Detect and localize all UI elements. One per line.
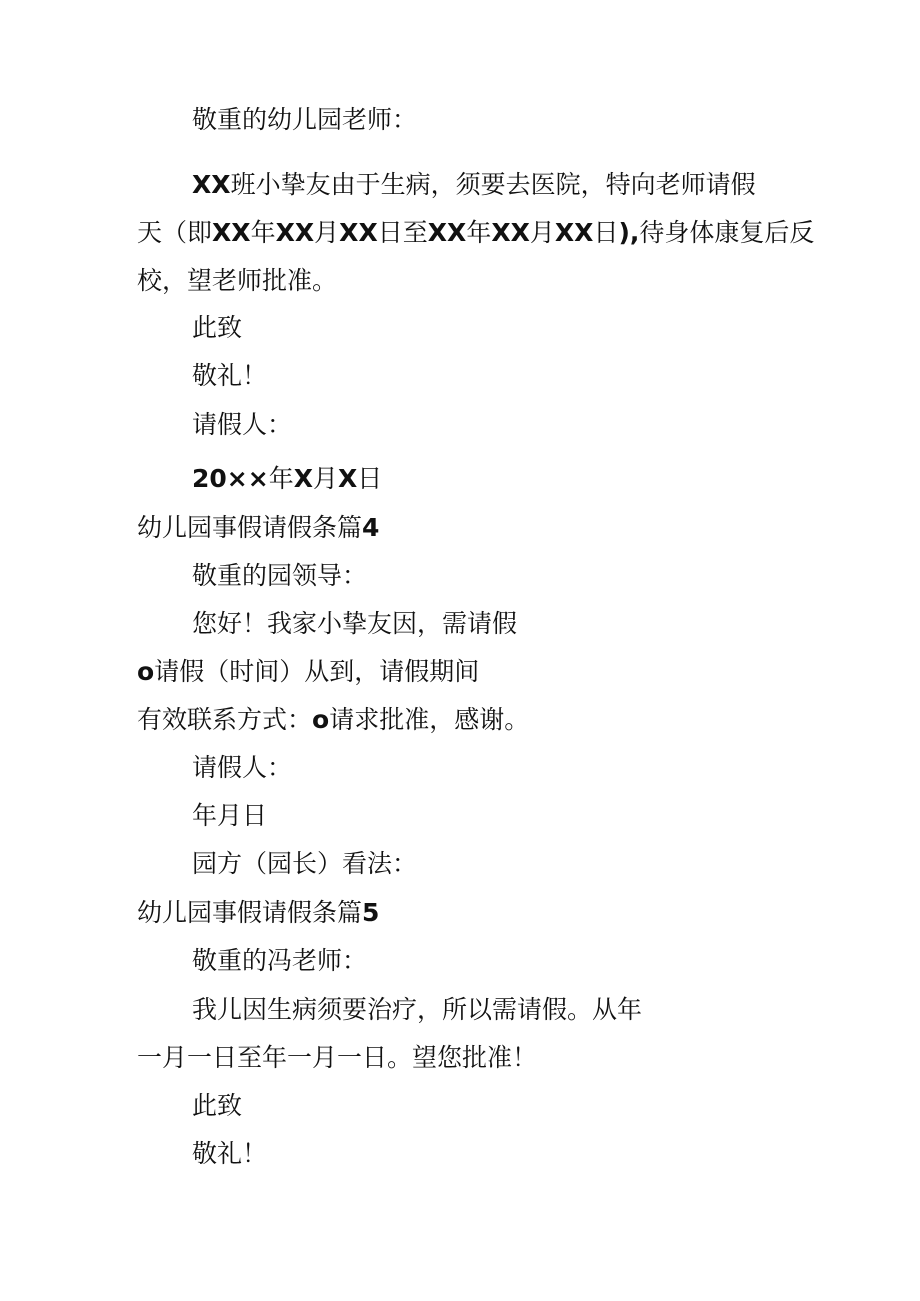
body-line bbox=[137, 705, 529, 735]
body-text: 月 bbox=[529, 218, 555, 247]
date-month: X bbox=[293, 464, 313, 493]
body-text: 请假（时间）从到，请假期间 bbox=[154, 657, 480, 686]
body-line bbox=[137, 218, 814, 248]
salutation: 敬重的园领导： bbox=[192, 561, 368, 590]
body-text: 年 bbox=[250, 218, 276, 247]
salutation: 敬重的幼儿园老师： bbox=[192, 105, 418, 134]
closing-line: 此致 bbox=[192, 313, 243, 342]
bullet-mark: o bbox=[137, 657, 155, 686]
body-text: 请求批准，感谢。 bbox=[329, 705, 530, 734]
body-line bbox=[192, 170, 756, 200]
body-text: 天（即 bbox=[137, 218, 213, 247]
heading-text: 幼儿园事假请假条篇 bbox=[137, 898, 363, 927]
body-text: 待身体康复后反 bbox=[639, 218, 815, 247]
heading-number: 5 bbox=[362, 898, 380, 927]
salutation: 敬重的冯老师： bbox=[192, 946, 368, 975]
opinion-line: 园方（园长）看法： bbox=[192, 849, 418, 878]
body-line: 您好！我家小挚友因，需请假 bbox=[192, 609, 518, 638]
date-line bbox=[192, 464, 382, 494]
signature-line: 请假人： bbox=[192, 410, 293, 439]
date-year: 20×× bbox=[192, 464, 269, 493]
punctuation: ), bbox=[618, 218, 640, 247]
placeholder-xx: XX bbox=[554, 218, 594, 247]
body-line: 一月一日至年一月一日。望您批准！ bbox=[137, 1043, 538, 1072]
heading-number: 4 bbox=[362, 513, 380, 542]
body-text: 有效联系方式： bbox=[137, 705, 313, 734]
date-line: 年月日 bbox=[192, 801, 268, 830]
date-text: 年 bbox=[268, 464, 294, 493]
placeholder-xx: XX bbox=[192, 170, 231, 199]
body-text: 日至 bbox=[377, 218, 428, 247]
bullet-mark: o bbox=[312, 705, 330, 734]
placeholder-xx: XX bbox=[275, 218, 315, 247]
body-line bbox=[137, 657, 479, 687]
placeholder-xx: XX bbox=[212, 218, 251, 247]
signature-line: 请假人： bbox=[192, 753, 293, 782]
date-text: 月 bbox=[312, 464, 338, 493]
placeholder-xx: XX bbox=[427, 218, 467, 247]
date-day: X bbox=[338, 464, 358, 493]
body-line: 校，望老师批准。 bbox=[137, 266, 338, 295]
date-text: 日 bbox=[357, 464, 383, 493]
body-line: 我儿因生病须要治疗，所以需请假。从年 bbox=[192, 995, 643, 1024]
closing-line: 此致 bbox=[192, 1091, 243, 1120]
closing-line: 敬礼！ bbox=[192, 1139, 268, 1168]
placeholder-xx: XX bbox=[339, 218, 378, 247]
section-heading bbox=[137, 898, 379, 928]
body-text: 年 bbox=[466, 218, 492, 247]
body-text: 月 bbox=[314, 218, 340, 247]
body-text: 班小挚友由于生病，须要去医院，特向老师请假 bbox=[230, 170, 756, 199]
section-heading bbox=[137, 513, 379, 543]
placeholder-xx: XX bbox=[491, 218, 530, 247]
heading-text: 幼儿园事假请假条篇 bbox=[137, 513, 363, 542]
closing-line: 敬礼！ bbox=[192, 361, 268, 390]
body-text: 日 bbox=[593, 218, 619, 247]
